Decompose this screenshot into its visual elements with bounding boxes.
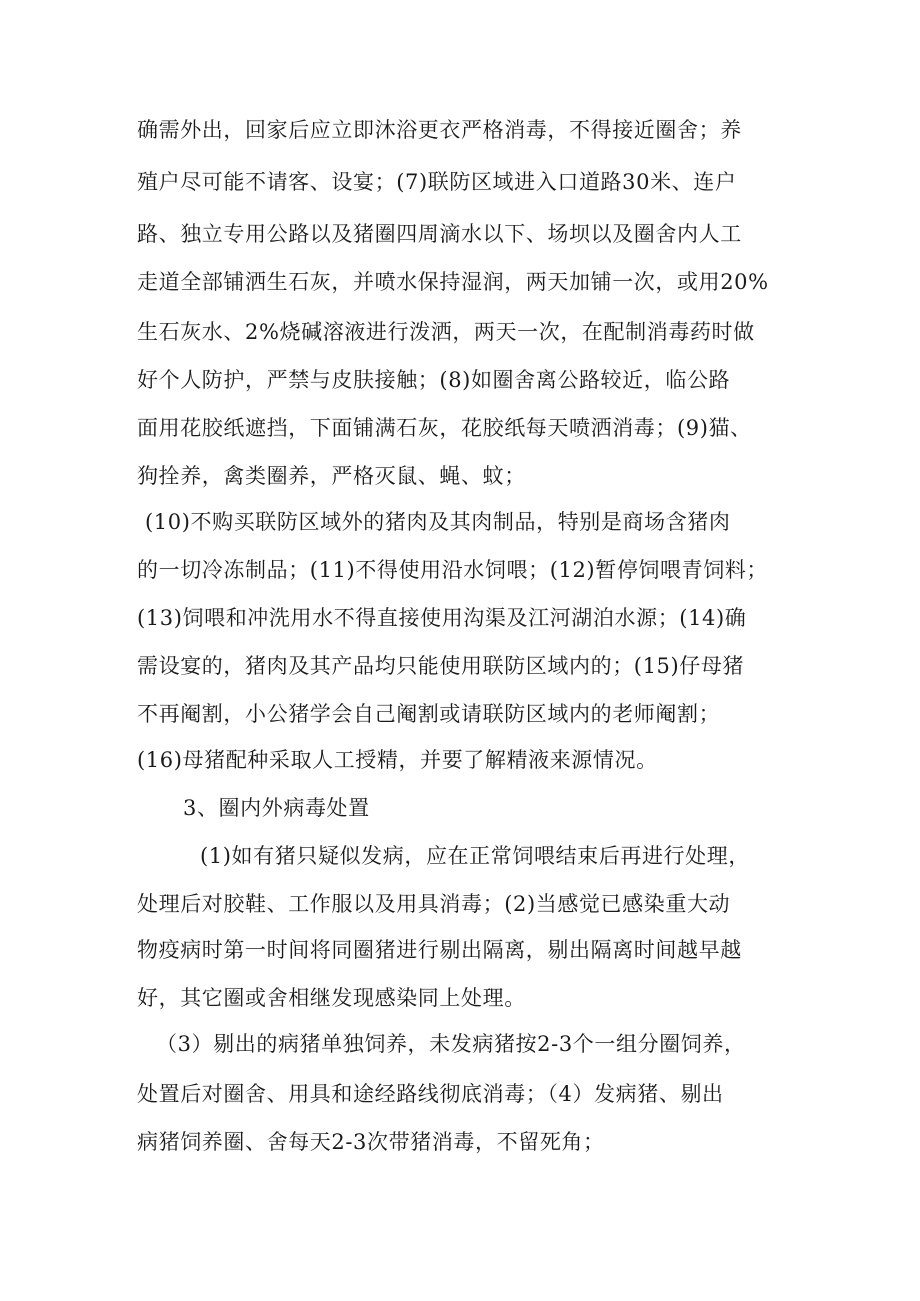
paragraph-line: 不再阉割，小公猪学会自己阉割或请联防区域内的老师阉割； xyxy=(137,702,721,726)
paragraph-line: 病猪饲养圈、舍每天2-3次带猪消毒，不留死角； xyxy=(137,1130,605,1154)
paragraph-line: 物疫病时第一时间将同圈猪进行剔出隔离，剔出隔离时间越早越 xyxy=(137,938,742,962)
paragraph-line: 需设宴的，猪肉及其产品均只能使用联防区域内的；(15)仔母猪 xyxy=(137,654,745,678)
paragraph-line: 路、独立专用公路以及猪圈四周滴水以下、场坝以及圈舍内人工 xyxy=(137,222,742,246)
paragraph-line: 处置后对圈舍、用具和途经路线彻底消毒；（4）发病猪、剔出 xyxy=(137,1082,724,1106)
paragraph-line: 处理后对胶鞋、工作服以及用具消毒；(2)当感觉已感染重大动 xyxy=(137,892,731,916)
paragraph-line: 好个人防护，严禁与皮肤接触；(8)如圈舍离公路较近，临公路 xyxy=(137,368,731,392)
paragraph-line: 的一切冷冻制品；(11)不得使用沿水饲喂；(12)暂停饲喂青饲料； xyxy=(137,558,769,582)
paragraph-line: （3）剔出的病猪单独饲养，未发病猪按2-3个一组分圈饲养， xyxy=(156,1032,746,1056)
paragraph-line: (1)如有猪只疑似发病，应在正常饲喂结束后再进行处理， xyxy=(200,844,750,868)
paragraph-line: 面用花胶纸遮挡，下面铺满石灰，花胶纸每天喷洒消毒；(9)猫、 xyxy=(137,416,752,440)
paragraph-line: 狗拴养，禽类圈养，严格灭鼠、蝇、蚊； xyxy=(137,464,526,488)
paragraph-line: 好，其它圈或舍相继发现感染同上处理。 xyxy=(137,986,526,1010)
paragraph-line: 确需外出，回家后应立即沐浴更衣严格消毒，不得接近圈舍；养 xyxy=(137,118,742,142)
paragraph-line: (13)饲喂和冲洗用水不得直接使用沟渠及江河湖泊水源；(14)确 xyxy=(137,606,747,630)
paragraph-line: 生石灰水、2%烧碱溶液进行泼洒，两天一次，在配制消毒药时做 xyxy=(137,320,755,344)
paragraph-line: (10)不购买联防区域外的猪肉及其肉制品，特别是商场含猪肉 xyxy=(145,510,731,534)
section-heading: 3、圈内外病毒处置 xyxy=(183,796,370,820)
paragraph-line: (16)母猪配种采取人工授精，并要了解精液来源情况。 xyxy=(137,748,658,772)
paragraph-line: 殖户尽可能不请客、设宴；(7)联防区域进入口道路30米、连户 xyxy=(137,170,737,194)
paragraph-line: 走道全部铺洒生石灰，并喷水保持湿润，两天加铺一次，或用20% xyxy=(137,270,769,294)
